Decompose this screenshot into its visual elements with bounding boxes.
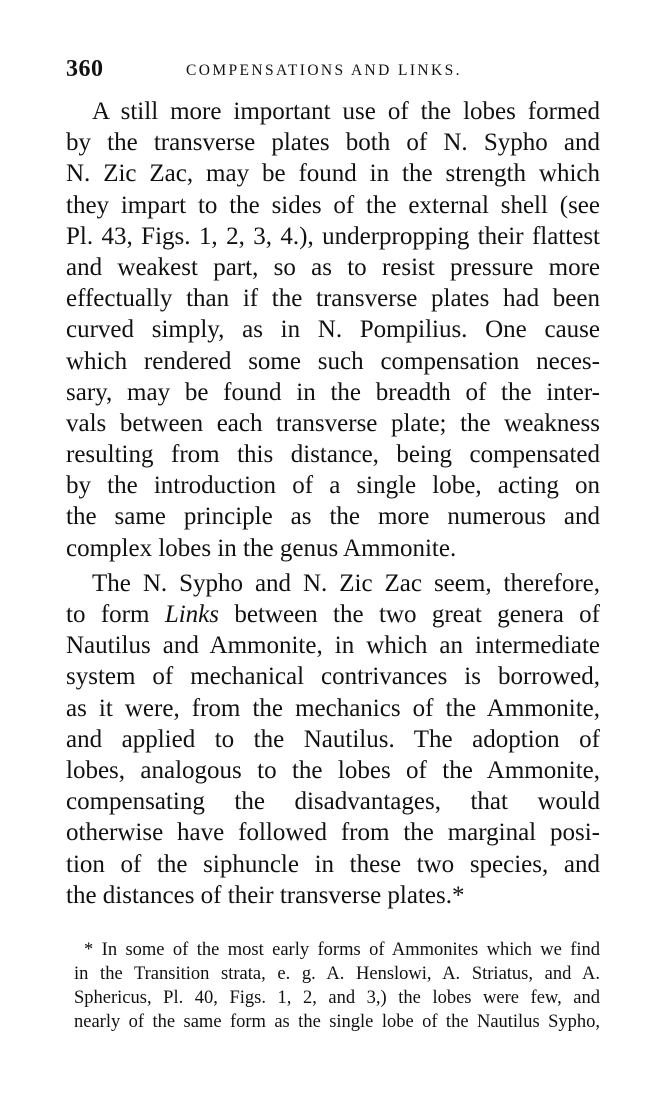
text-segment: to form xyxy=(66,601,165,628)
footnote-line: * In some of the most early forms of Ammonites which we find xyxy=(84,940,600,960)
footnote-line: in the Transition strata, e. g. A. Henslowi, A. Striatus, and A. xyxy=(74,964,600,984)
text-line: otherwise have followed from the marginal posi- xyxy=(66,819,600,847)
running-title: COMPENSATIONS AND LINKS. xyxy=(186,62,462,79)
text-line: compensating the disadvantages, that would xyxy=(66,788,600,816)
text-line: by the introduction of a single lobe, acting on xyxy=(66,472,600,500)
footnote-line: Sphericus, Pl. 40, Figs. 1, 2, and 3,) the lobes were few, and xyxy=(74,988,600,1008)
text-line: they impart to the sides of the external shell (see xyxy=(66,191,600,219)
text-line: curved simply, as in N. Pompilius. One cause xyxy=(66,316,600,344)
text-line: vals between each transverse plate; the weakness xyxy=(66,409,600,437)
text-line: as it were, from the mechanics of the Ammonite, xyxy=(66,694,600,722)
page-number: 360 xyxy=(66,56,104,82)
paragraph-2 xyxy=(66,568,600,911)
text-line: resulting from this distance, being compensated xyxy=(66,441,600,469)
text-line: effectually than if the transverse plates had been xyxy=(66,285,600,313)
footnote-line: nearly of the same form as the single lobe of the Nautilus Sypho, xyxy=(74,1012,600,1032)
text-line-with-emphasis xyxy=(66,599,600,630)
text-line: The N. Sypho and N. Zic Zac seem, therefore, xyxy=(92,569,600,597)
text-segment: between the two great genera of xyxy=(219,601,601,628)
text-line: sary, may be found in the breadth of the inter- xyxy=(66,378,600,406)
text-line: and applied to the Nautilus. The adoption of xyxy=(66,725,600,753)
text-line: by the transverse plates both of N. Sypho and xyxy=(66,129,600,157)
text-line: tion of the siphuncle in these two species, and xyxy=(66,850,600,878)
running-head xyxy=(66,56,586,86)
text-line: lobes, analogous to the lobes of the Ammonite, xyxy=(66,756,600,784)
text-line: Pl. 43, Figs. 1, 2, 3, 4.), underpropping their flattest xyxy=(66,222,600,250)
text-line: system of mechanical contrivances is borrowed, xyxy=(66,663,600,691)
text-line: the same principle as the more numerous and xyxy=(66,503,600,531)
text-line: N. Zic Zac, may be found in the strength which xyxy=(66,160,600,188)
footnote xyxy=(74,938,600,1034)
emphasis-links: Links xyxy=(164,601,219,628)
text-line: the distances of their transverse plates.* xyxy=(66,881,465,909)
body-text xyxy=(66,96,600,911)
text-line: complex lobes in the genus Ammonite. xyxy=(66,534,457,562)
paragraph-1 xyxy=(66,96,600,564)
text-line: which rendered some such compensation neces- xyxy=(66,347,600,375)
text-line: and weakest part, so as to resist pressure more xyxy=(66,253,600,281)
text-line: A still more important use of the lobes formed xyxy=(92,98,600,125)
text-line: Nautilus and Ammonite, in which an intermediate xyxy=(66,632,600,660)
